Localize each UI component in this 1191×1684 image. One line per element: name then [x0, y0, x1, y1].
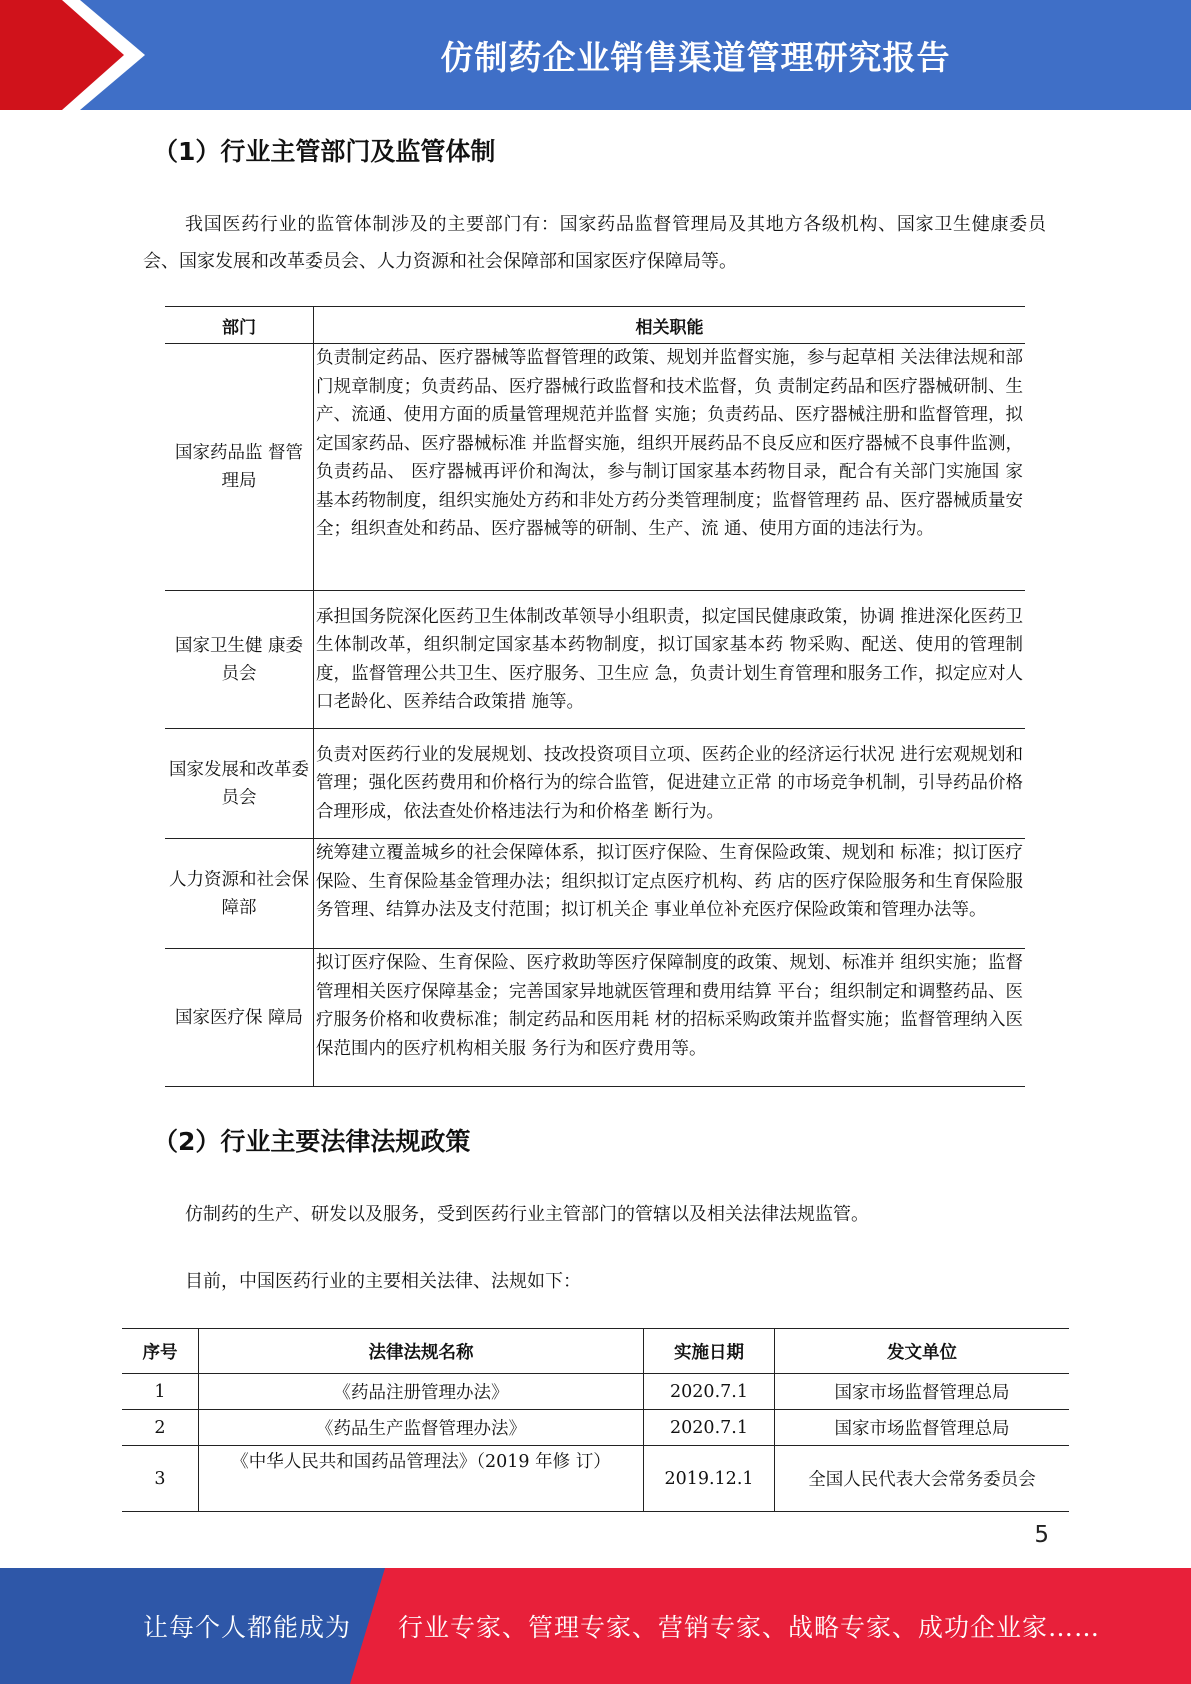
section-heading-laws: （2）行业主要法律法规政策 — [153, 1127, 471, 1156]
page-footer — [0, 1568, 1191, 1684]
row-name: 《药品生产监督管理办法》 — [199, 1410, 644, 1446]
row-date: 2020.7.1 — [644, 1410, 775, 1446]
table-row — [165, 729, 1025, 839]
row-no: 1 — [122, 1374, 199, 1410]
intro-paragraph: 我国医药行业的监管体制涉及的主要部门有：国家药品监督管理局及其地方各级机构、国家卫生健康委员会、国家发展和改革委员会、人力资源和社会保障部和国家医疗保障局等。 — [143, 214, 1046, 272]
dept-cell: 人力资源和社会保障部 — [165, 839, 314, 949]
dept-cell: 国家医疗保 障局 — [165, 949, 314, 1087]
table-row — [122, 1446, 1069, 1512]
row-date: 2020.7.1 — [644, 1374, 775, 1410]
table-row — [165, 344, 1025, 591]
table-row — [165, 839, 1025, 949]
table-header-row — [165, 307, 1025, 344]
table-row — [165, 949, 1025, 1087]
regulators-table — [165, 306, 1025, 1087]
table-row — [122, 1410, 1069, 1446]
table-row — [122, 1374, 1069, 1410]
row-issuer: 国家市场监督管理总局 — [775, 1410, 1070, 1446]
footer-slogan-left: 让每个人都能成为 — [143, 1613, 352, 1642]
column-header-name: 法律法规名称 — [199, 1329, 644, 1374]
dept-cell: 国家卫生健 康委员会 — [165, 591, 314, 729]
laws-table — [122, 1328, 1069, 1512]
table-row — [165, 591, 1025, 729]
section-heading-regulators: （1）行业主管部门及监管体制 — [153, 137, 496, 166]
column-header-function: 相关职能 — [314, 307, 1026, 344]
header-arrow-decoration — [0, 0, 150, 110]
row-no: 3 — [122, 1446, 199, 1512]
column-header-date: 实施日期 — [644, 1329, 775, 1374]
row-date: 2019.12.1 — [644, 1446, 775, 1512]
function-cell: 负责对医药行业的发展规划、技改投资项目立项、医药企业的经济运行状况 进行宏观规划和管理；强化医药费用和价格行为的综合监管，促进建立正常 的市场竞争机制，引导药品价格合理形成，依法查处价格违法行为和价格垄 断行为。 — [314, 729, 1026, 839]
function-cell: 拟订医疗保险、生育保险、医疗救助等医疗保障制度的政策、规划、标准并 组织实施；监督管理相关医疗保障基金；完善国家异地就医管理和费用结算 平台；组织制定和调整药品、医疗服务价格和收费标准；制定药品和医用耗 材的招标采购政策并监督实施；监督管理纳入医保范围内的医疗机构相关服 务行为和医疗费用等。 — [314, 949, 1026, 1087]
report-title: 仿制药企业销售渠道管理研究报告 — [440, 37, 951, 77]
row-no: 2 — [122, 1410, 199, 1446]
row-issuer: 国家市场监督管理总局 — [775, 1374, 1070, 1410]
table-header-row — [122, 1329, 1069, 1374]
laws-list-intro: 目前，中国医药行业的主要相关法律、法规如下： — [185, 1271, 581, 1292]
column-header-dept: 部门 — [165, 307, 314, 344]
page-number: 5 — [1034, 1522, 1049, 1548]
function-cell: 统筹建立覆盖城乡的社会保障体系，拟订医疗保险、生育保险政策、规划和 标准；拟订医疗保险、生育保险基金管理办法；组织拟订定点医疗机构、药 店的医疗保险服务和生育保险服务管理、结算办法及支付范围；拟订机关企 事业单位补充医疗保险政策和管理办法等。 — [314, 839, 1026, 949]
function-cell: 负责制定药品、医疗器械等监督管理的政策、规划并监督实施，参与起草相 关法律法规和部门规章制度；负责药品、医疗器械行政监督和技术监督，负 责制定药品和医疗器械研制、生产、流通、使用方面的质量管理规范并监督 实施；负责药品、医疗器械注册和监督管理，拟定国家药品、医疗器械标准 并监督实施，组织开展药品不良反应和医疗器械不良事件监测，负责药品、 医疗器械再评价和淘汰，参与制订国家基本药物目录，配合有关部门实施国 家基本药物制度，组织实施处方药和非处方药分类管理制度；监督管理药 品、医疗器械质量安全；组织查处和药品、医疗器械等的研制、生产、流 通、使用方面的违法行为。 — [314, 344, 1026, 591]
row-name: 《药品注册管理办法》 — [199, 1374, 644, 1410]
column-header-no: 序号 — [122, 1329, 199, 1374]
function-cell: 承担国务院深化医药卫生体制改革领导小组职责，拟定国民健康政策，协调 推进深化医药卫生体制改革，组织制定国家基本药物制度，拟订国家基本药 物采购、配送、使用的管理制度，监督管理公共卫生、医疗服务、卫生应 急，负责计划生育管理和服务工作，拟定应对人口老龄化、医养结合政策措 施等。 — [314, 591, 1026, 729]
dept-cell: 国家药品监 督管理局 — [165, 344, 314, 591]
page-header — [0, 0, 1191, 110]
row-issuer: 全国人民代表大会常务委员会 — [775, 1446, 1070, 1512]
row-name: 《中华人民共和国药品管理法》（2019 年修 订） — [199, 1446, 644, 1512]
column-header-issuer: 发文单位 — [775, 1329, 1070, 1374]
footer-slogan-right: 行业专家、管理专家、营销专家、战略专家、成功企业家…… — [398, 1613, 1101, 1642]
laws-intro-paragraph: 仿制药的生产、研发以及服务，受到医药行业主管部门的管辖以及相关法律法规监管。 — [185, 1204, 869, 1225]
dept-cell: 国家发展和改革委员会 — [165, 729, 314, 839]
